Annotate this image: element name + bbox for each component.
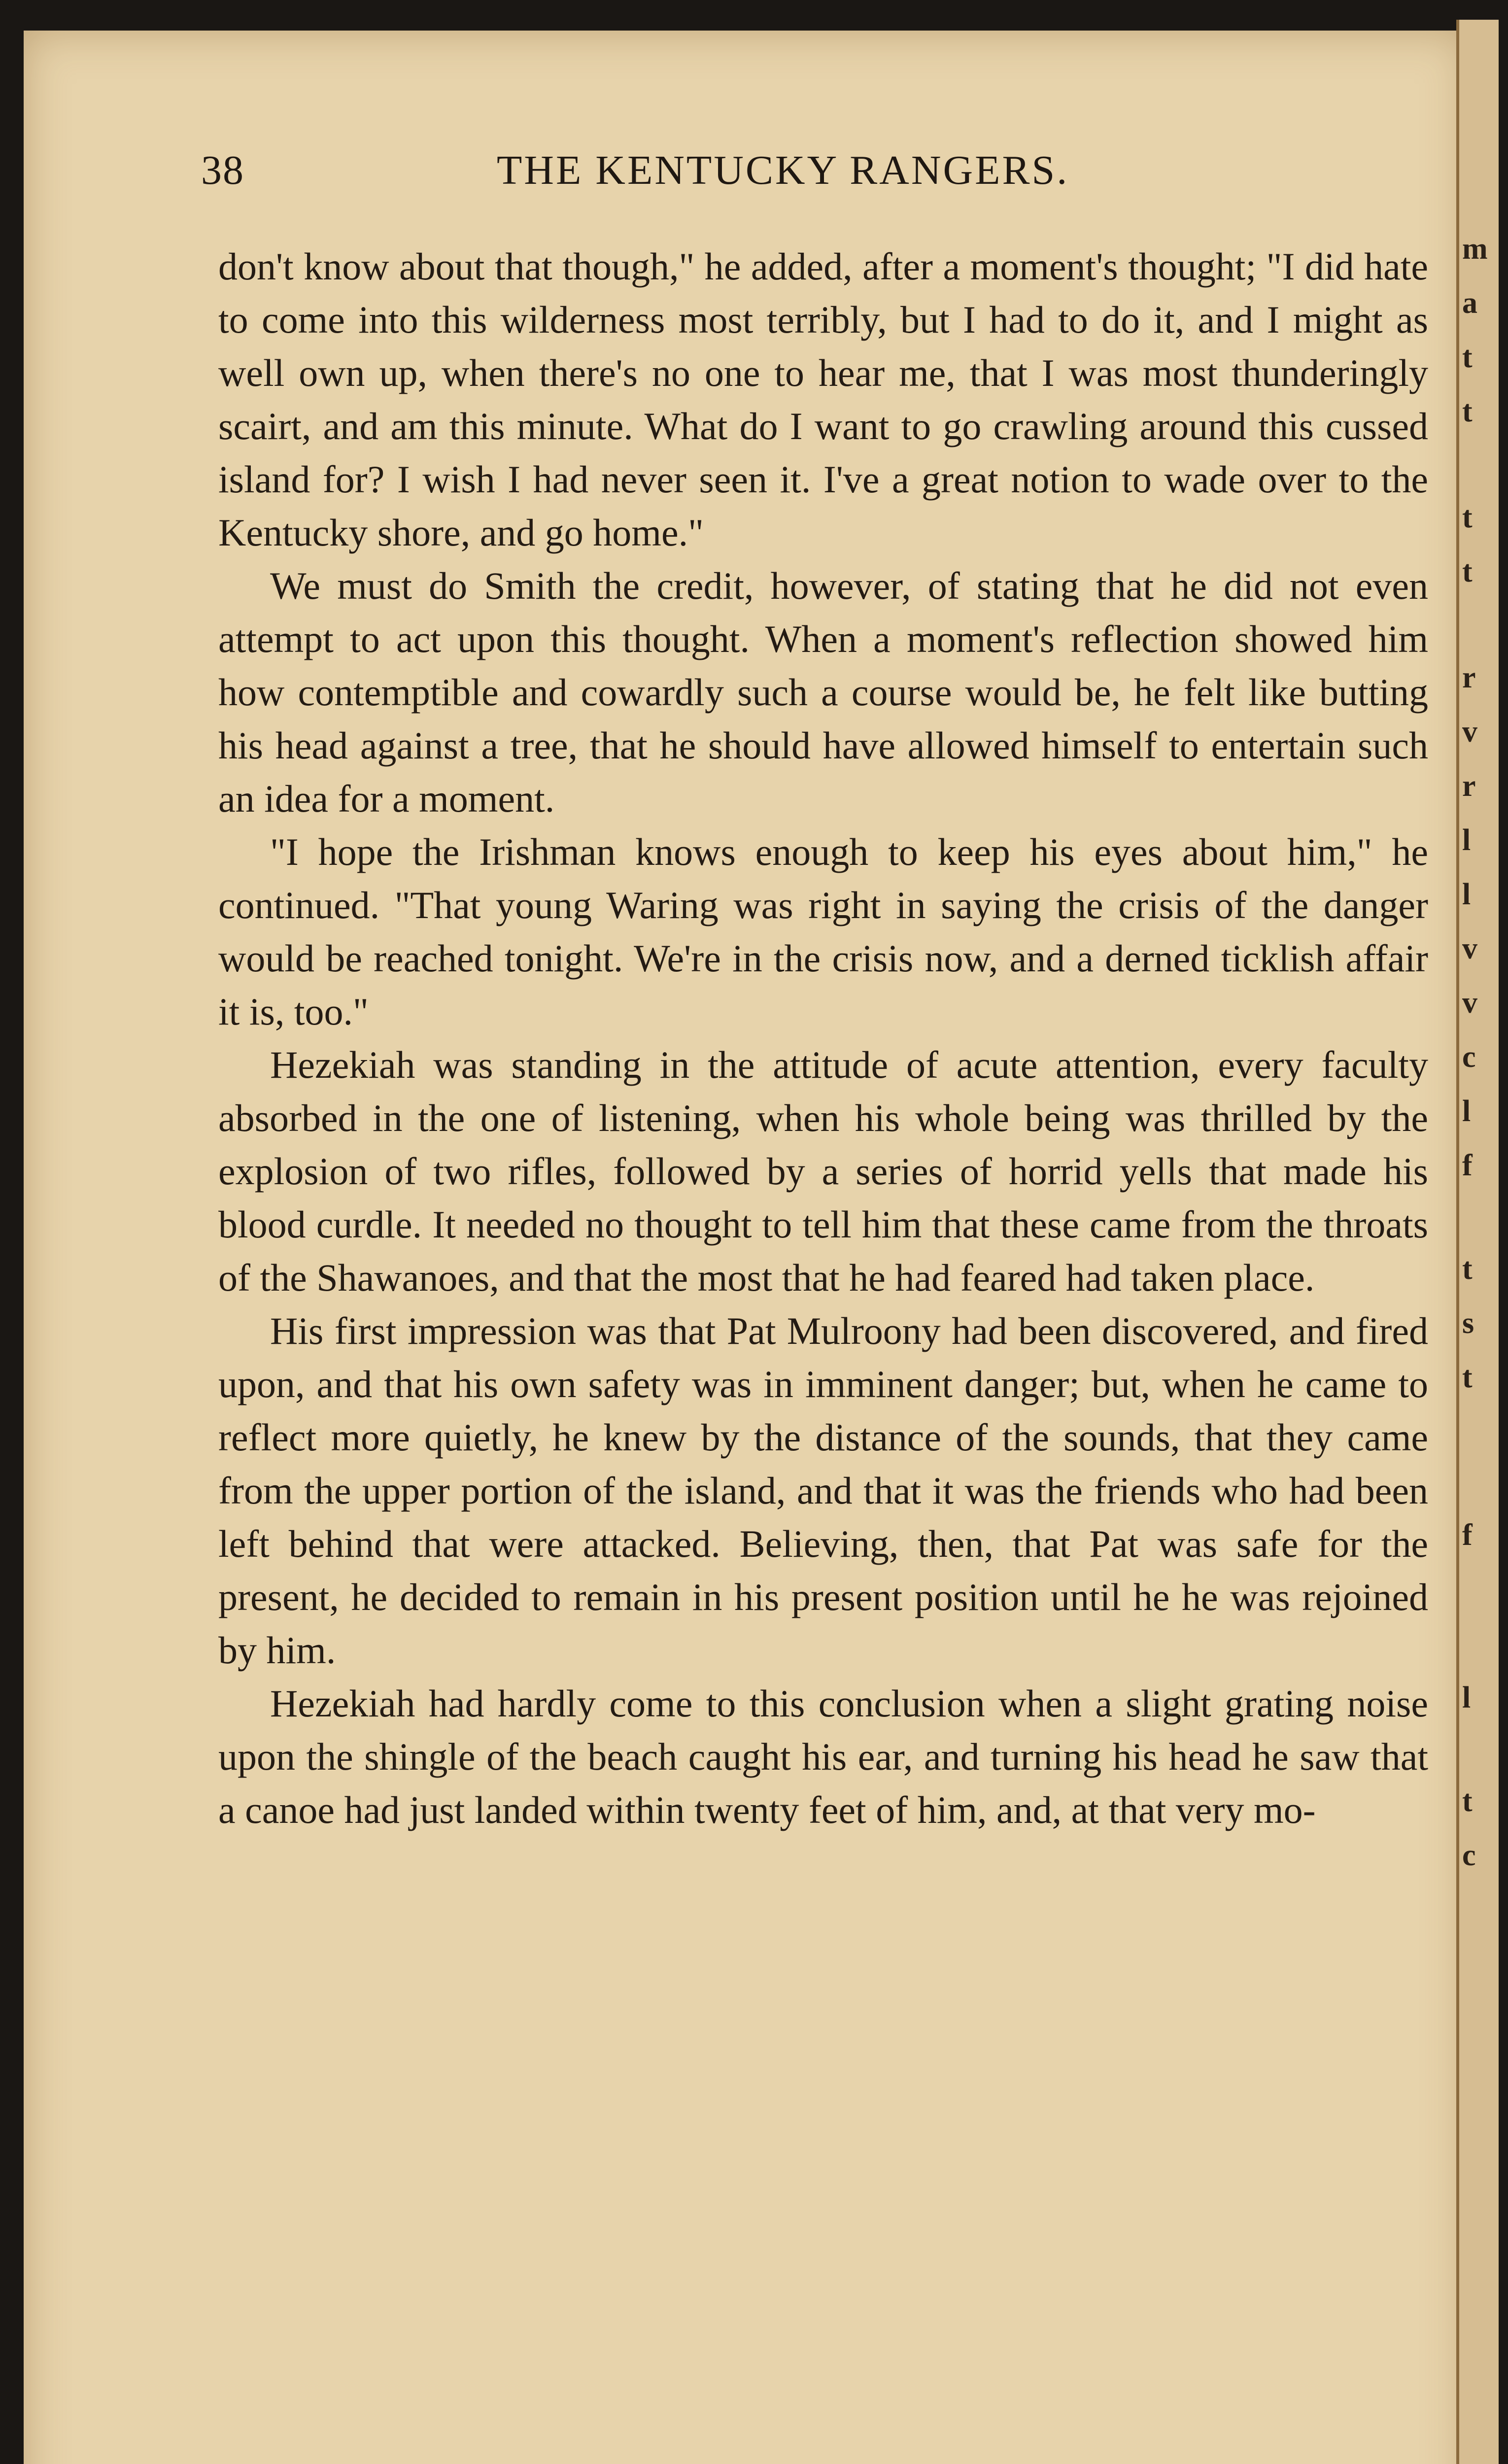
page-header <box>201 146 1433 205</box>
adjacent-page-letter: t <box>1462 1361 1473 1394</box>
adjacent-page-letter: t <box>1462 341 1473 374</box>
adjacent-page-letter: a <box>1462 286 1477 320</box>
adjacent-page-letter: t <box>1462 555 1473 588</box>
adjacent-page-letter: t <box>1462 1252 1473 1286</box>
adjacent-page-letter: m <box>1462 232 1488 266</box>
paragraph: His first impression was that Pat Mulroony had been discovered, and fired upon, and that his own safety was in imminent danger; but, when he came to reflect more quietly, he knew by the distance of the sounds, that they came from the upper portion of the island, and that it was the friends who had been left behind that were attacked. Believing, then, that Pat was safe for the present, he decided to remain in his present position until he he was rejoined by him. <box>218 1309 1428 1672</box>
adjacent-page-letter: s <box>1462 1306 1474 1340</box>
body-text <box>218 240 1428 1837</box>
paragraph: Hezekiah had hardly come to this conclusion when a slight grating noise upon the shingle of the beach caught his ear, and turning his head he saw that a canoe had just landed within twenty feet of him, and, at that very mo- <box>218 1682 1428 1831</box>
adjacent-page-edge <box>1456 20 1499 2464</box>
adjacent-page-letter: t <box>1462 501 1473 534</box>
paragraph: We must do Smith the credit, however, of stating that he did not even attempt to act upon this thought. When a moment's reflection showed him how contemptible and cowardly such a course would be, he felt like butting his head against a tree, that he should have allowed himself to entertain such an idea for a moment. <box>218 564 1428 820</box>
paragraph: don't know about that though," he added, after a moment's thought; "I did hate to come into this wilderness most terribly, but I had to do it, and I might as well own up, when there's no one to hear me, that I was most thunderingly scairt, and am this minute. What do I want to go crawling around this cussed island for? I wish I had never seen it. I've a great notion to wade over to the Kentucky shore, and go home." <box>218 245 1428 554</box>
adjacent-page-letter: t <box>1462 1784 1473 1818</box>
adjacent-page-letter: l <box>1462 1095 1471 1128</box>
adjacent-page-letter: t <box>1462 395 1473 428</box>
adjacent-page-letter: c <box>1462 1839 1476 1872</box>
adjacent-page-letter: r <box>1462 769 1476 803</box>
adjacent-page-letter: l <box>1462 823 1471 857</box>
adjacent-page-letter: l <box>1462 1681 1471 1714</box>
book-page <box>24 31 1468 2464</box>
adjacent-page-letter: l <box>1462 878 1471 911</box>
running-title: THE KENTUCKY RANGERS. <box>497 147 1069 193</box>
adjacent-page-letter: f <box>1462 1149 1473 1182</box>
adjacent-page-letter: f <box>1462 1518 1473 1552</box>
paragraph: "I hope the Irishman knows enough to keep his eyes about him," he continued. "That young Waring was right in saying the crisis of the danger would be reached tonight. We're in the crisis now, and a derned ticklish affair it is, too." <box>218 830 1428 1033</box>
page-number: 38 <box>201 147 244 193</box>
adjacent-page-letter: r <box>1462 661 1476 694</box>
paragraph: Hezekiah was standing in the attitude of acute attention, every faculty absorbed in the one of listening, when his whole being was thrilled by the explosion of two rifles, followed by a series of horrid yells that made his blood curdle. It needed no thought to tell him that these came from the throats of the Shawanoes, and that the most that he had feared had taken place. <box>218 1043 1428 1299</box>
adjacent-page-letter: v <box>1462 715 1477 749</box>
adjacent-page-letter: c <box>1462 1040 1476 1074</box>
adjacent-page-letter: v <box>1462 932 1477 965</box>
adjacent-page-letter: v <box>1462 986 1477 1020</box>
